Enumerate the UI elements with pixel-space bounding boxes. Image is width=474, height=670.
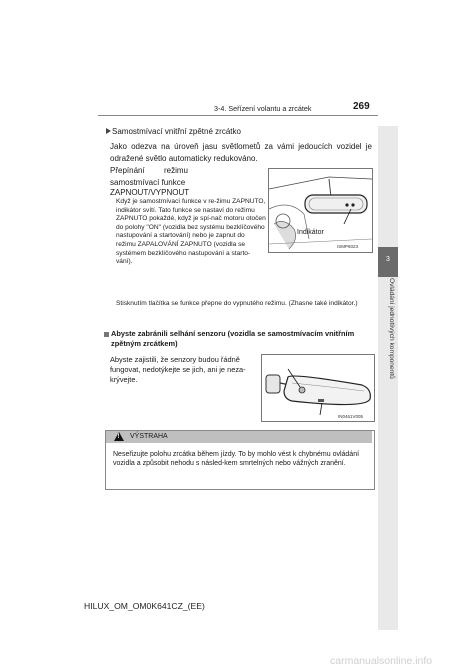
header-divider [98, 115, 378, 116]
mirror-sensor-figure [261, 354, 375, 422]
warning-title: VÝSTRAHA [130, 433, 168, 440]
switch-description: Když je samostmívací funkce v re-žimu ZAPNUTO, indikátor svítí. Tato funkce se nastaví do režimu ZAPNUTO pokaždé, když je spí-nač motoru otočen do polohy "ON" (vozidla bez systému bezklíčového nastupování a startování) nebo je zapnut do režimu ZAPALOVÁNÍ ZAPNUTO (vozidla se systémem bezklíčového nastupování a starto-vání). [116, 198, 266, 266]
mirror-sensor-illustration [262, 355, 374, 421]
figure2-code: IN0461V005 [338, 414, 364, 419]
sensor-heading: Abyste zabránili selhání senzoru (vozidla se samostmívacím vnitřním zpětným zrcátkem) [111, 329, 355, 348]
section-title: Samostmívací vnitřní zpětné zrcátko [112, 127, 241, 136]
indicator-label: Indikátor [297, 229, 324, 236]
mirror-indicator-figure [268, 168, 373, 253]
sensor-body: Abyste zajistili, že senzory budou řádně fungovat, nedotýkejte se jich, ani je neza-krývejte. [110, 355, 246, 384]
warning-body: Neseřizujte polohu zrcátka během jízdy. To by mohlo vést k chybnému ovládání vozidla a způsobit nehodu s násled-kem smrtelných nebo vážných zranění. [113, 451, 360, 468]
figure1-code: ISMP6023 [337, 244, 359, 249]
square-bullet-icon [104, 332, 109, 337]
switch-label: Přepínání režimu samostmívací funkce [110, 166, 188, 187]
switch-states: ZAPNOUT/VYPNOUT [110, 188, 190, 197]
mirror-illustration [269, 169, 372, 252]
footer-manual-code: HILUX_OM_OM0K641CZ_(EE) [84, 601, 205, 611]
press-note: Stisknutím tlačítka se funkce přepne do vypnutého režimu. (Zhasne také indikátor.) [116, 300, 358, 307]
chapter-number: 3 [386, 256, 390, 263]
section-paragraph: Jako odezva na úroveň jasu světlometů za vámi jedoucích vozidel je odražené světlo automaticky redukováno. [110, 142, 372, 163]
chapter-title: Ovládání jednotlivých komponentů [388, 278, 395, 379]
arrow-bullet-icon [106, 128, 111, 134]
warning-exclamation-icon: ! [117, 434, 120, 440]
watermark-text: carmanualsonline.info [330, 655, 433, 667]
header-section-title: 3-4. Seřízení volantu a zrcátek [214, 104, 312, 113]
page-number: 269 [353, 101, 370, 112]
